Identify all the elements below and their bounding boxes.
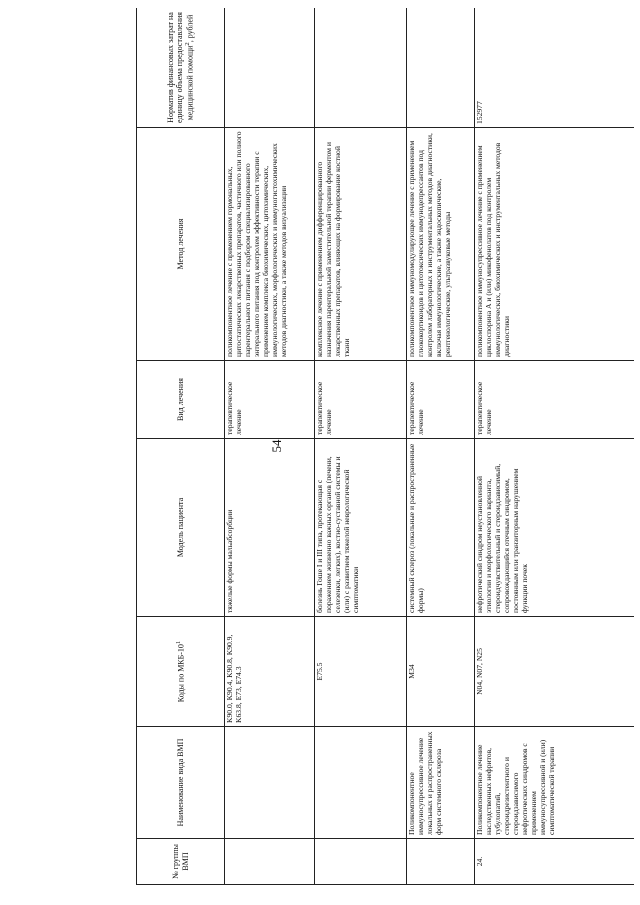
cell-cost-standard: [225, 8, 315, 128]
cell-treatment-method: комплексное лечение с применением дифференцированного назначения парентеральной заместительной терапии ферментом и лекарственных препаратов, влияющих на формирование костной ткани: [315, 128, 407, 361]
header-cost-standard: Норматив финансовых затрат на единицу объема предоставления медицинской помощи$^2$, рублей: [137, 8, 225, 128]
cell-treatment-type: терапевтическое лечение: [475, 361, 635, 439]
cell-group-number: [315, 839, 407, 885]
cell-treatment-method: поликомпонентное иммуномодулирующее лечение с применением глюкокортикоидов и цитотоксических иммунодепрессантов под контролем лабораторных и инструментальных методов диагностики, включая иммунологические, а также эндоскопические, рентгенологические, ультразвуковые методы: [407, 128, 475, 361]
table-row: [407, 8, 475, 885]
cell-patient-model: нефротический синдром неустановленной этиологии и морфологического варианта, стероидчувствительный и стероидзависимый, сопровождающийся отечным синдромом, постоянным или транзиторным нарушением функции почек: [475, 439, 635, 617]
cell-treatment-type: терапевтическое лечение: [225, 361, 315, 439]
cell-treatment-method: поликомпонентное лечение с применением гормональных, цитостатических лекарственных препаратов, частичного или полного парентерального питания с подбором специализированного энтерального питания под контролем эффективности терапии с применением комплекса биохимических, цитохимических, иммунологических, морфологических и иммуногистохимических методов диагностики, а также методов визуализации: [225, 128, 315, 361]
header-vmp-name: Наименование вида ВМП: [137, 727, 225, 839]
table-header-row: [137, 8, 225, 885]
cell-icd-codes: K90.0, K90.4, K90.8, K90.9, K63.8, E73, E74.3: [225, 617, 315, 727]
table-row: [475, 8, 635, 885]
page-number: 54: [269, 439, 284, 453]
cell-group-number: 24.: [475, 839, 635, 885]
table-row: [225, 8, 315, 885]
cell-patient-model: болезнь Гоше I и III типа, протекающая с поражением жизненно важных органов (печени, селезенки, легких), костно-суставной системы и (или) с развитием тяжелой неврологической симптоматики: [315, 439, 407, 617]
rotated-table-sheet: [136, 8, 634, 885]
cell-vmp-name: Поликомпонентное лечение наследственных нефритов, тубулопатий, стероидрезистентного и стероидзависимого нефротических синдромов с применением иммуносупрессивной и (или) симптоматической терапии: [475, 727, 635, 839]
vmp-table: [136, 8, 634, 885]
cell-patient-model: тяжелые формы мальабсорбции: [225, 439, 315, 617]
cell-cost-standard: 152977: [475, 8, 635, 128]
table-row: [315, 8, 407, 885]
cell-vmp-name: Поликомпонентное иммуносупрессивное лечение локальных и распространенных форм системного склероза: [407, 727, 475, 839]
cell-icd-codes: N04, N07, N25: [475, 617, 635, 727]
cell-patient-model: системный склероз (локальные и распространенные формы): [407, 439, 475, 617]
cell-icd-codes: M34: [407, 617, 475, 727]
cell-cost-standard: [407, 8, 475, 128]
cell-vmp-name: [225, 727, 315, 839]
header-patient-model: Модель пациента: [137, 439, 225, 617]
cell-cost-standard: [315, 8, 407, 128]
header-icd-codes: Коды по МКБ-$10^1$: [137, 617, 225, 727]
header-treatment-method: Метод лечения: [137, 128, 225, 361]
cell-vmp-name: [315, 727, 407, 839]
cell-treatment-type: терапевтическое лечение: [407, 361, 475, 439]
header-treatment-type: Вид лечения: [137, 361, 225, 439]
cell-group-number: [225, 839, 315, 885]
cell-treatment-type: терапевтическое лечение: [315, 361, 407, 439]
cell-group-number: [407, 839, 475, 885]
cell-icd-codes: E75.5: [315, 617, 407, 727]
cell-treatment-method: поликомпонентное иммуносупрессивное лечение с применением циклоспорина А и (или) микофенолатов под контролем иммунологических, биохимических и инструментальных методов диагностики: [475, 128, 635, 361]
header-group-number: № группы ВМП: [137, 839, 225, 885]
